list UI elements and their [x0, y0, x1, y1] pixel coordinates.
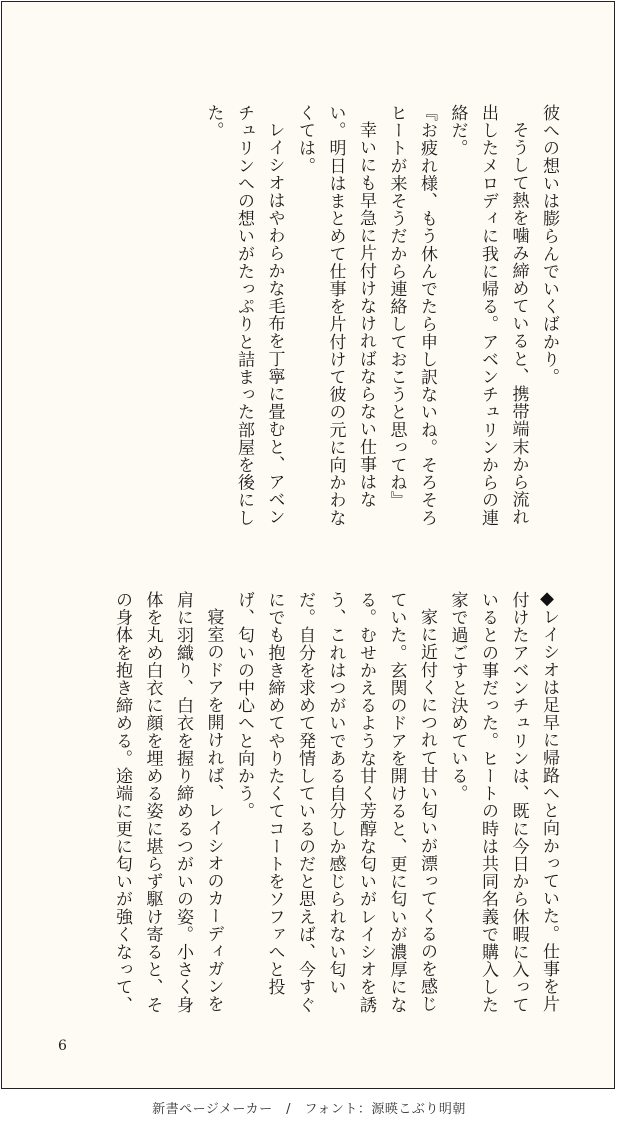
page-number: 6: [58, 1038, 67, 1054]
section-divider-icon: ◆: [540, 588, 554, 609]
paragraph: 彼への想いは膨らんでいくばかり。: [539, 104, 559, 386]
book-page: [1, 1, 615, 1089]
paragraph: 家に近付くにつれて甘い匂いが漂ってくるのを感じていた。玄関のドアを開けると、更に匂いが濃厚になる。むせかえるような甘く芳醇な匂いがレイシオを誘う、これはつがいである自分しか感じられない匂いだ。自分を求めて発情しているのだと思えば、今すぐにでも抱き締めてやりたくてコートをソファへと投げ、匂いの中心へと向かう。: [234, 591, 437, 1014]
paragraph: レイシオはやわらかな毛布を丁寧に畳むと、アベンチュリンへの想いがたっぷりと詰まった部屋を後にした。: [203, 104, 285, 527]
paragraph: 寝室のドアを開ければ、レイシオのカーディガンを肩に羽織り、白衣を握り締めるつがいの姿。小さく身体を丸め白衣に顔を埋める姿に堪らず駆け寄ると、その身体を抱き締める。途端に更に匂いが強くなって、: [112, 591, 224, 1014]
text-block-top: [198, 104, 564, 536]
paragraph: そうして熱を噛み締めていると、携帯端末から流れ出したメロディに我に帰る。アベンチュリンからの連絡だ。: [447, 104, 529, 527]
footer-credit: 新書ページメーカー / フォント：源暎こぶり明朝: [152, 1102, 466, 1117]
text-block-bottom: [107, 588, 565, 1023]
paragraph: 『お疲れ様、もう休んでたら申し訳ないね。そろそろヒートが来そうだから連絡しておこうと思ってね』: [386, 104, 437, 527]
paragraph: 幸いにも早急に片付けなければならない仕事はない。明日はまとめて仕事を片付けて彼の元に向かわなくては。: [295, 104, 376, 527]
paragraph: レイシオは足早に帰路へと向かっていた。仕事を片付けたアベンチュリンは、既に今日から休暇に入っているとの事だった。ヒートの時は共同名義で購入した家で過ごすと決めている。: [447, 591, 559, 1014]
